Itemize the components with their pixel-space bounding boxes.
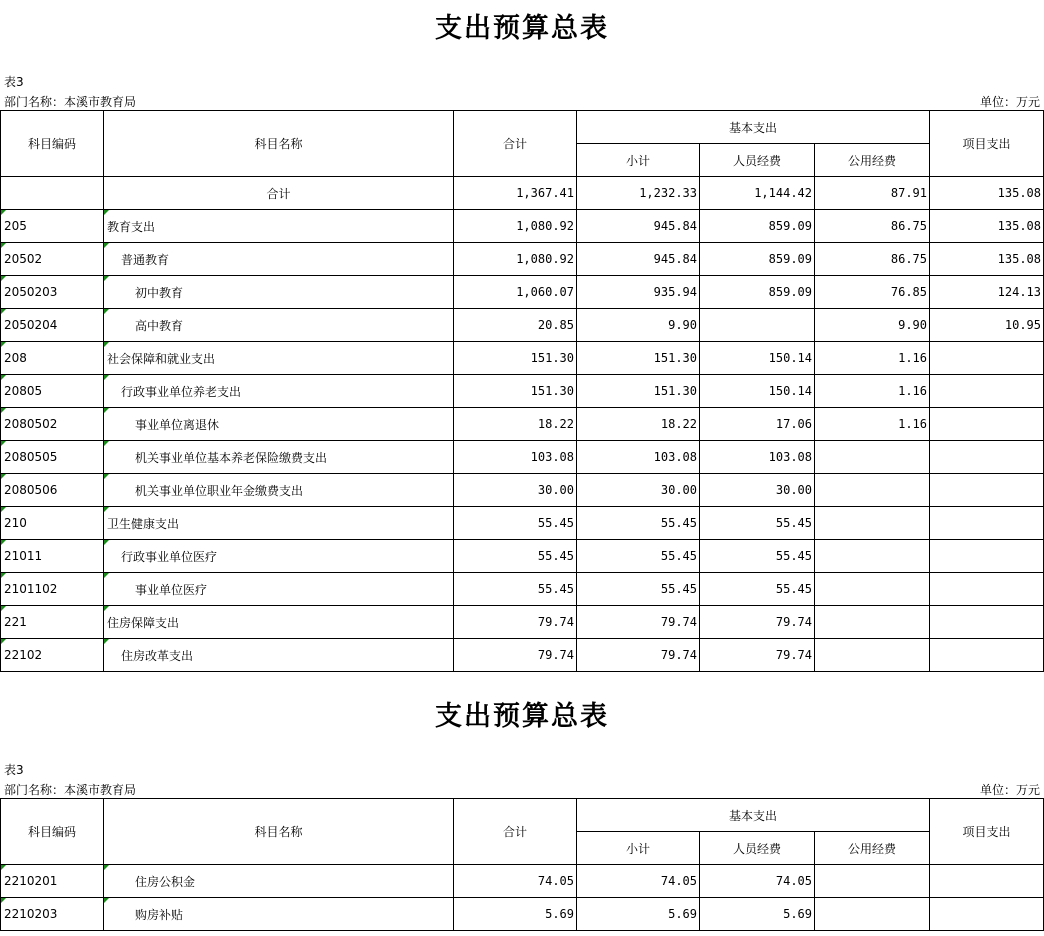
cell-public: 87.91 <box>815 177 930 210</box>
header-name: 科目名称 <box>104 111 454 177</box>
cell-public <box>815 898 930 931</box>
cell-project: 10.95 <box>930 309 1044 342</box>
cell-code: 205 <box>1 210 104 243</box>
table-number-2: 表3 <box>4 763 24 777</box>
cell-public <box>815 540 930 573</box>
header-total: 合计 <box>454 799 577 865</box>
cell-subtotal: 103.08 <box>577 441 700 474</box>
cell-name: 行政事业单位养老支出 <box>104 375 454 408</box>
header-personnel: 人员经费 <box>700 144 815 177</box>
cell-subtotal: 74.05 <box>577 865 700 898</box>
cell-personnel: 17.06 <box>700 408 815 441</box>
cell-public <box>815 573 930 606</box>
cell-code: 208 <box>1 342 104 375</box>
budget-table-2 <box>0 798 1044 931</box>
cell-project <box>930 342 1044 375</box>
header-code: 科目编码 <box>1 111 104 177</box>
cell-project <box>930 507 1044 540</box>
cell-public <box>815 474 930 507</box>
cell-project <box>930 865 1044 898</box>
cell-name: 住房改革支出 <box>104 639 454 672</box>
cell-public <box>815 507 930 540</box>
table-row <box>1 177 1044 210</box>
cell-personnel: 55.45 <box>700 507 815 540</box>
cell-code: 2050204 <box>1 309 104 342</box>
table-row <box>1 639 1044 672</box>
cell-project <box>930 573 1044 606</box>
cell-personnel: 74.05 <box>700 865 815 898</box>
cell-project <box>930 408 1044 441</box>
cell-total: 103.08 <box>454 441 577 474</box>
cell-public <box>815 865 930 898</box>
table-row <box>1 474 1044 507</box>
cell-personnel: 859.09 <box>700 243 815 276</box>
cell-personnel: 79.74 <box>700 606 815 639</box>
unit-label: 单位：万元 <box>979 95 1040 109</box>
cell-subtotal: 79.74 <box>577 639 700 672</box>
cell-name: 机关事业单位职业年金缴费支出 <box>104 474 454 507</box>
cell-subtotal: 935.94 <box>577 276 700 309</box>
header-project: 项目支出 <box>930 799 1044 865</box>
table-row <box>1 573 1044 606</box>
header-public: 公用经费 <box>815 144 930 177</box>
cell-name: 初中教育 <box>104 276 454 309</box>
header-project: 项目支出 <box>930 111 1044 177</box>
header-name: 科目名称 <box>104 799 454 865</box>
cell-name: 教育支出 <box>104 210 454 243</box>
cell-subtotal: 55.45 <box>577 573 700 606</box>
cell-code: 21011 <box>1 540 104 573</box>
cell-public: 86.75 <box>815 243 930 276</box>
cell-personnel <box>700 309 815 342</box>
cell-project: 135.08 <box>930 177 1044 210</box>
cell-code: 20805 <box>1 375 104 408</box>
table-row <box>1 276 1044 309</box>
cell-total: 20.85 <box>454 309 577 342</box>
unit-label-2: 单位：万元 <box>979 783 1040 797</box>
cell-code: 2080506 <box>1 474 104 507</box>
table-row <box>1 243 1044 276</box>
cell-subtotal: 1,232.33 <box>577 177 700 210</box>
cell-personnel: 150.14 <box>700 342 815 375</box>
cell-name: 事业单位离退休 <box>104 408 454 441</box>
cell-subtotal: 9.90 <box>577 309 700 342</box>
cell-code: 22102 <box>1 639 104 672</box>
table-row <box>1 408 1044 441</box>
cell-public <box>815 639 930 672</box>
cell-total: 1,367.41 <box>454 177 577 210</box>
cell-personnel: 150.14 <box>700 375 815 408</box>
cell-code: 20502 <box>1 243 104 276</box>
cell-subtotal: 79.74 <box>577 606 700 639</box>
cell-subtotal: 55.45 <box>577 540 700 573</box>
cell-project: 135.08 <box>930 210 1044 243</box>
header-public: 公用经费 <box>815 832 930 865</box>
cell-name: 社会保障和就业支出 <box>104 342 454 375</box>
cell-project <box>930 898 1044 931</box>
cell-subtotal: 151.30 <box>577 375 700 408</box>
header-code: 科目编码 <box>1 799 104 865</box>
table-number: 表3 <box>4 75 24 89</box>
cell-subtotal: 18.22 <box>577 408 700 441</box>
cell-subtotal: 55.45 <box>577 507 700 540</box>
cell-public: 1.16 <box>815 342 930 375</box>
cell-name: 住房公积金 <box>104 865 454 898</box>
cell-total: 30.00 <box>454 474 577 507</box>
cell-total: 18.22 <box>454 408 577 441</box>
cell-total: 55.45 <box>454 573 577 606</box>
cell-subtotal: 945.84 <box>577 243 700 276</box>
cell-total: 55.45 <box>454 507 577 540</box>
cell-project <box>930 474 1044 507</box>
cell-code: 2101102 <box>1 573 104 606</box>
table-row <box>1 210 1044 243</box>
cell-personnel: 55.45 <box>700 540 815 573</box>
cell-total: 1,080.92 <box>454 243 577 276</box>
table-body-1 <box>1 177 1044 672</box>
cell-total: 1,060.07 <box>454 276 577 309</box>
cell-project <box>930 606 1044 639</box>
cell-name: 购房补贴 <box>104 898 454 931</box>
budget-table-1 <box>0 110 1044 672</box>
cell-code: 2210201 <box>1 865 104 898</box>
cell-public: 1.16 <box>815 408 930 441</box>
cell-public: 9.90 <box>815 309 930 342</box>
table-row <box>1 865 1044 898</box>
cell-name: 行政事业单位医疗 <box>104 540 454 573</box>
cell-personnel: 103.08 <box>700 441 815 474</box>
cell-name: 合计 <box>104 177 454 210</box>
cell-code: 2080502 <box>1 408 104 441</box>
cell-code: 210 <box>1 507 104 540</box>
header-basic: 基本支出 <box>577 799 930 832</box>
cell-total: 74.05 <box>454 865 577 898</box>
cell-code: 221 <box>1 606 104 639</box>
cell-code: 2050203 <box>1 276 104 309</box>
department-name-2: 部门名称：本溪市教育局 <box>4 783 137 797</box>
cell-personnel: 79.74 <box>700 639 815 672</box>
cell-project <box>930 540 1044 573</box>
header-personnel: 人员经费 <box>700 832 815 865</box>
department-name: 部门名称：本溪市教育局 <box>4 95 137 109</box>
cell-project <box>930 639 1044 672</box>
cell-name: 住房保障支出 <box>104 606 454 639</box>
cell-personnel: 1,144.42 <box>700 177 815 210</box>
cell-name: 机关事业单位基本养老保险缴费支出 <box>104 441 454 474</box>
table-row <box>1 342 1044 375</box>
table-row <box>1 441 1044 474</box>
cell-total: 1,080.92 <box>454 210 577 243</box>
cell-name: 事业单位医疗 <box>104 573 454 606</box>
cell-public <box>815 606 930 639</box>
cell-personnel: 30.00 <box>700 474 815 507</box>
table-row <box>1 898 1044 931</box>
cell-project <box>930 441 1044 474</box>
cell-total: 79.74 <box>454 639 577 672</box>
cell-name: 卫生健康支出 <box>104 507 454 540</box>
cell-public: 1.16 <box>815 375 930 408</box>
cell-subtotal: 30.00 <box>577 474 700 507</box>
cell-code <box>1 177 104 210</box>
cell-name: 普通教育 <box>104 243 454 276</box>
cell-name: 高中教育 <box>104 309 454 342</box>
page-title-2: 支出预算总表 <box>435 701 609 732</box>
cell-public: 76.85 <box>815 276 930 309</box>
cell-subtotal: 151.30 <box>577 342 700 375</box>
cell-personnel: 55.45 <box>700 573 815 606</box>
header-subtotal: 小计 <box>577 832 700 865</box>
table-row <box>1 375 1044 408</box>
table-row <box>1 540 1044 573</box>
table-row <box>1 606 1044 639</box>
table-body-2 <box>1 865 1044 931</box>
cell-total: 5.69 <box>454 898 577 931</box>
cell-total: 55.45 <box>454 540 577 573</box>
cell-project <box>930 375 1044 408</box>
header-total: 合计 <box>454 111 577 177</box>
table-row <box>1 507 1044 540</box>
cell-total: 151.30 <box>454 375 577 408</box>
table-row <box>1 309 1044 342</box>
header-basic: 基本支出 <box>577 111 930 144</box>
cell-personnel: 859.09 <box>700 276 815 309</box>
cell-subtotal: 945.84 <box>577 210 700 243</box>
cell-code: 2210203 <box>1 898 104 931</box>
cell-total: 151.30 <box>454 342 577 375</box>
cell-public <box>815 441 930 474</box>
header-subtotal: 小计 <box>577 144 700 177</box>
cell-project: 124.13 <box>930 276 1044 309</box>
cell-code: 2080505 <box>1 441 104 474</box>
cell-total: 79.74 <box>454 606 577 639</box>
cell-project: 135.08 <box>930 243 1044 276</box>
cell-personnel: 5.69 <box>700 898 815 931</box>
cell-personnel: 859.09 <box>700 210 815 243</box>
cell-public: 86.75 <box>815 210 930 243</box>
page-title: 支出预算总表 <box>435 13 609 44</box>
cell-subtotal: 5.69 <box>577 898 700 931</box>
